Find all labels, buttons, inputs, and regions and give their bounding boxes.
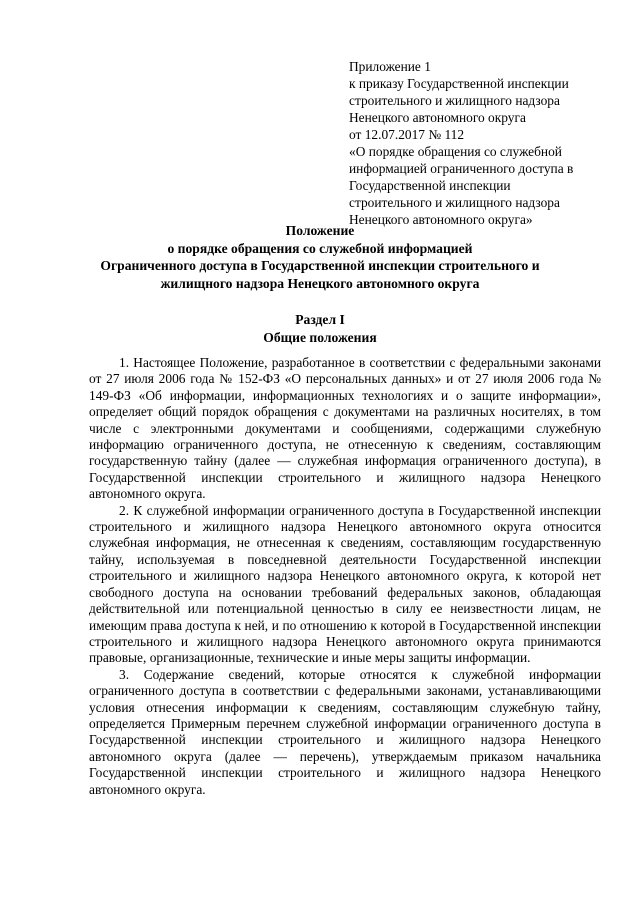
annex-line: Приложение 1 xyxy=(349,59,431,74)
title-line: жилищного надзора Ненецкого автономного округа xyxy=(160,275,480,291)
annex-line: к приказу Государственной инспекции xyxy=(349,76,569,91)
title-line: о порядке обращения со служебной информацией xyxy=(167,240,473,256)
paragraph-2: 2. К служебной информации ограниченного доступа в Государственной инспекции строительного и жилищного надзора Ненецкого автономного округа относится служебная информация, не отнесенная к сведениям, составляющим государственную тайну, используемая в повседневной деятельности Государственной инспекции строительного и жилищного надзора Ненецкого автономного округа, к которой нет свободного доступа на основании требований федеральных законов, обладающая действительной или потенциальной ценностью в силу ее неизвестности лицам, не имеющим права доступа к ней, и по отношению к которой в Государственной инспекции строительного и жилищного надзора Ненецкого автономного округа принимаются правовые, организационные, технические и иные меры защиты информации. xyxy=(89,502,601,666)
annex-line: Государственной инспекции xyxy=(349,178,511,193)
annex-line: информацией ограниченного доступа в xyxy=(349,161,574,176)
title-line: Положение xyxy=(285,223,355,238)
annex-line: «О порядке обращения со служебной xyxy=(349,144,562,159)
annex-line: строительного и жилищного надзора xyxy=(349,93,560,108)
document-title xyxy=(60,222,580,292)
title-line: Ограниченного доступа в Государственной инспекции строительного и xyxy=(100,258,540,273)
annex-line: от 12.07.2017 № 112 xyxy=(349,127,465,142)
section-number: Раздел I xyxy=(295,312,345,327)
annex-line: Ненецкого автономного округа xyxy=(349,110,526,125)
paragraph-1: 1. Настоящее Положение, разработанное в соответствии с федеральными законами от 27 июля 2006 года № 152-ФЗ «О персональных данных» и от 27 июля 2006 года № 149-ФЗ «Об информации, информационных технологиях и о защите информации», определяет общий порядок обращения с документами на различных носителях, в том числе с электронными документами и сообщениями, содержащими служебную информацию ограниченного доступа, не отнесенную к сведениям, составляющим государственную тайну (далее — служебная информация ограниченного доступа), в Государственной инспекции строительного и жилищного надзора Ненецкого автономного округа. xyxy=(89,355,601,502)
section-heading xyxy=(60,311,580,347)
annex-line: строительного и жилищного надзора xyxy=(349,195,560,210)
annex-block xyxy=(349,58,619,228)
annex-line: Ненецкого автономного округа» xyxy=(349,212,533,227)
document-body xyxy=(89,355,601,798)
paragraph-3: 3. Содержание сведений, которые относятся к служебной информации ограниченного доступа в соответствии с федеральными законами, устанавливающими условия отнесения информации к сведениям, составляющим служебную тайну, определяется Примерным перечнем служебной информации ограниченного доступа в Государственной инспекции строительного и жилищного надзора Ненецкого автономного округа (далее — перечень), утверждаемым приказом начальника Государственной инспекции строительного и жилищного надзора Ненецкого автономного округа. xyxy=(89,666,601,797)
section-name: Общие положения xyxy=(263,330,377,345)
